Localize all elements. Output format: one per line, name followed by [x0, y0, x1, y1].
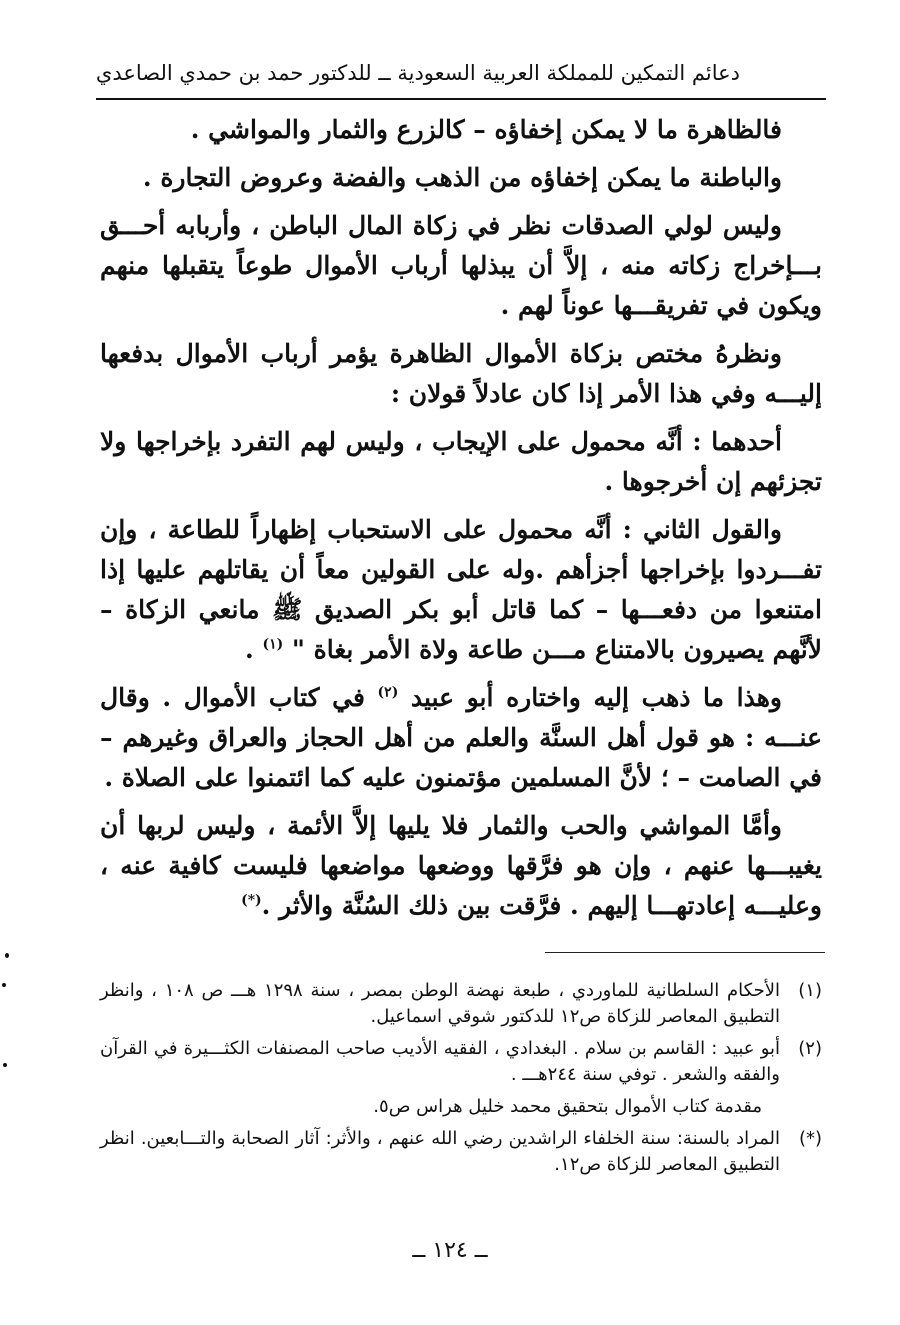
header-rule: [96, 98, 826, 100]
footnote-ref-2: (٢): [377, 684, 399, 701]
footnote-rule: [545, 952, 825, 953]
footnote-ref-1: (١): [262, 636, 284, 653]
paragraph-8-text: وأمَّا المواشي والحب والثمار فلا يليها إلاَّ الأئمة ، وليس لربها أن يغيبـــها عنهم ، وإن هو فرَّقها ووضعها مواضعها فليست كافية عنه ، وعليـــه إعادتهـــا إليهم . فرَّقت بين ذلك السُنَّة والأثر .: [100, 811, 822, 920]
footnote-2-continuation: مقدمة كتاب الأموال بتحقيق محمد خليل هراس ص٥.: [373, 1096, 762, 1117]
scan-speck: [5, 953, 9, 958]
footnote-mark: (٢): [798, 1038, 822, 1059]
footnote-mark: (١): [798, 980, 822, 1001]
page-number: ــ ١٢٤ ــ: [412, 1238, 488, 1263]
footnote-2: [100, 1036, 822, 1088]
footnotes: [100, 978, 822, 1184]
paragraph-7-text-b: في كتاب الأموال . وقال عنـــه : هو قول أهل السنَّة والعلم من أهل الحجاز والعراق وغيرهم – في الصامت – ؛ لأنَّ المسلمين مؤتمنون عليه كما ائتمنوا على الصلاة .: [100, 683, 822, 792]
paragraph-2: والباطنة ما يمكن إخفاؤه من الذهب والفضة وعروض التجارة .: [142, 163, 782, 192]
paragraph-7-text-a: وهذا ما ذهب إليه واختاره أبو عبيد: [398, 683, 782, 712]
footnote-star: [100, 1126, 822, 1178]
paragraph-1: فالظاهرة ما لا يمكن إخفاؤه – كالزرع والثمار والمواشي .: [190, 115, 782, 144]
paragraph-5: أحدهما : أنَّه محمول على الإيجاب ، وليس لهم التفرد بإخراجها ولا تجزئهم إن أخرجوها .: [100, 427, 822, 496]
footnote-mark: (*): [798, 1128, 822, 1149]
paragraph-4: ونظرهُ مختص بزكاة الأموال الظاهرة يؤمر أرباب الأموال بدفعها إليـــه وفي هذا الأمر إذا كان عادلاً قولان :: [100, 339, 822, 408]
paragraph-6: والقول الثاني : أنَّه محمول على الاستحباب إظهاراً للطاعة ، وإن تفـــردوا بإخراجها أجزأهم .وله على القولين معاً أن يقاتلهم عليها إذا امتنعوا من دفعـــها – كما قاتل أبو بكر الصديق ﷺ مانعي الزكاة – لأنَّهم يصيرون بالامتناع مـــن طاعة ولاة الأمر بغاة " $^{(١)}$ .: [100, 515, 823, 664]
footnote-ref-star: (*): [241, 892, 262, 909]
running-header: دعائم التمكين للمملكة العربية السعودية ــ للدكتور حمد بن حمدي الصاعدي: [95, 61, 740, 85]
footnote-1: [100, 978, 822, 1030]
footnote-text: المراد بالسنة: سنة الخلفاء الراشدين رضي الله عنهم ، والأثر: آثار الصحابة والتـــابعين. انظر التطبيق المعاصر للزكاة ص١٢.: [100, 1128, 780, 1175]
footnote-text: أبو عبيد : القاسم بن سلام . البغدادي ، الفقيه الأديب صاحب المصنفات الكثـــيرة في القرآن والفقه والشعر . توفي سنة ٢٤٤هـــ .: [100, 1038, 780, 1085]
paragraph-7: [100, 678, 822, 798]
footnote-text: الأحكام السلطانية للماوردي ، طبعة نهضة الوطن بمصر ، سنة ١٢٩٨ هـــ ص ١٠٨ ، وانظر التطبيق المعاصر للزكاة ص١٢ للدكتور شوقي اسماعيل.: [100, 980, 780, 1027]
paragraph-6-text: والقول الثاني : أنَّه محمول على الاستحباب إظهاراً للطاعة ، وإن تفـــردوا بإخراجها أجزأهم .وله على القولين معاً أن يقاتلهم عليها إذا امتنعوا من دفعـــها – كما قاتل أبو بكر الصديق ﷺ مانعي الزكاة – لأنَّهم يصيرون بالامتناع مـــن طاعة ولاة الأمر بغاة ": [100, 515, 823, 664]
main-text: [100, 110, 822, 934]
scan-speck: [2, 983, 6, 987]
paragraph-3: وليس لولي الصدقات نظر في زكاة المال الباطن ، وأربابه أحـــق بـــإخراج زكاته منه ، إلاَّ أن يبذلها أرباب الأموال طوعاً يتقبلها منهم ويكون في تفريقـــها عوناً لهم .: [100, 211, 823, 320]
scan-speck: [3, 1063, 7, 1067]
paragraph-8: [100, 806, 822, 926]
